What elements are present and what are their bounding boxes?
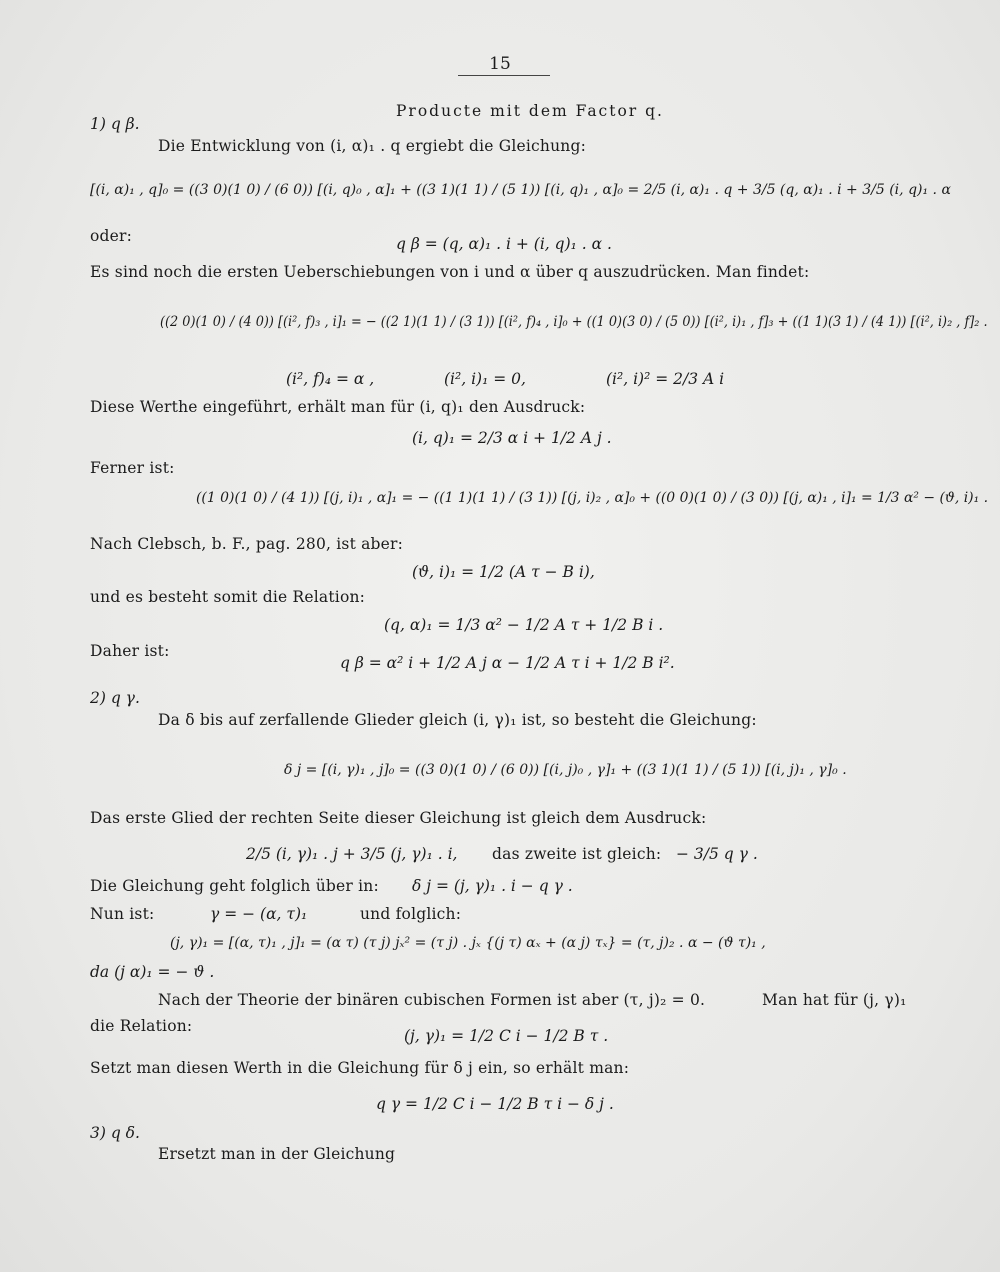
text-line: Das erste Glied der rechten Seite dieser Gleichung ist gleich dem Ausdruck: xyxy=(90,809,707,827)
text-line: Nach der Theorie der binären cubischen Formen ist aber (τ, j)₂ = 0. xyxy=(158,991,706,1009)
item-number-1: 1) q β. xyxy=(90,115,140,133)
equation: 2/5 (i, γ)₁ . j + 3/5 (j, γ)₁ . i, xyxy=(246,845,458,863)
equation: (i², i)² = 2/3 A i xyxy=(606,370,725,388)
text-line: Diese Werthe eingeführt, erhält man für (i, q)₁ den Ausdruck: xyxy=(90,398,586,416)
equation: δ j = [(i, γ)₁ , j]₀ = ((3 0)(1 0) / (6 0)) [(i, j)₀ , γ]₁ + ((3 1)(1 1) / (5 1)) [(i, j)₁ , γ]₀ . xyxy=(284,762,847,778)
text-line: Man hat für (j, γ)₁ xyxy=(762,991,907,1009)
equation: − 3/5 q γ . xyxy=(676,845,758,863)
text-line: Ersetzt man in der Gleichung xyxy=(158,1145,396,1163)
header-rule xyxy=(458,75,550,76)
text-line: Da δ bis auf zerfallende Glieder gleich (i, γ)₁ ist, so besteht die Gleichung: xyxy=(158,711,757,729)
text-line: Ferner ist: xyxy=(90,459,175,477)
equation: (j, γ)₁ = 1/2 C i − 1/2 B τ . xyxy=(404,1027,609,1045)
text-line: das zweite ist gleich: xyxy=(492,845,662,863)
item-number-3: 3) q δ. xyxy=(90,1124,140,1142)
text-line: und folglich: xyxy=(360,905,462,923)
text-line: Die Entwicklung von (i, α)₁ . q ergiebt die Gleichung: xyxy=(158,137,587,155)
equation: (i, q)₁ = 2/3 α i + 1/2 A j . xyxy=(412,429,612,447)
text-line: Es sind noch die ersten Ueberschiebungen von i und α über q auszudrücken. Man findet: xyxy=(90,263,810,281)
text-line: Nun ist: xyxy=(90,905,155,923)
equation: (i², i)₁ = 0, xyxy=(444,370,526,388)
item-number-2: 2) q γ. xyxy=(90,689,140,707)
text-line: Nach Clebsch, b. F., pag. 280, ist aber: xyxy=(90,535,404,553)
text-line: Die Gleichung geht folglich über in: xyxy=(90,877,379,895)
equation: (ϑ, i)₁ = 1/2 (A τ − B i), xyxy=(412,563,595,581)
equation: ((1 0)(1 0) / (4 1)) [(j, i)₁ , α]₁ = − ((1 1)(1 1) / (3 1)) [(j, i)₂ , α]₀ + ((0 0)(1 0) / (3 0)) [(j, α)₁ , i]₁ = 1/3 α² − (ϑ, i)₁ . xyxy=(196,490,989,506)
equation: (i², f)₄ = α , xyxy=(286,370,375,388)
page-number: 15 xyxy=(489,54,511,74)
equation: q γ = 1/2 C i − 1/2 B τ i − δ j . xyxy=(376,1095,614,1113)
equation: q β = α² i + 1/2 A j α − 1/2 A τ i + 1/2 B i². xyxy=(340,654,675,672)
equation: δ j = (j, γ)₁ . i − q γ . xyxy=(412,877,573,895)
text-line: die Relation: xyxy=(90,1017,193,1035)
equation: γ = − (α, τ)₁ xyxy=(210,905,308,923)
equation: da (j α)₁ = − ϑ . xyxy=(90,963,215,981)
equation: (q, α)₁ = 1/3 α² − 1/2 A τ + 1/2 B i . xyxy=(384,616,664,634)
text-line: Daher ist: xyxy=(90,642,170,660)
equation: q β = (q, α)₁ . i + (i, q)₁ . α . xyxy=(396,235,612,253)
text-line: Setzt man diesen Werth in die Gleichung für δ j ein, so erhält man: xyxy=(90,1059,630,1077)
equation: (j, γ)₁ = [(α, τ)₁ , j]₁ = (α τ) (τ j) jₓ² = (τ j) . jₓ {(j τ) αₓ + (α j) τₓ} = (τ, j)₂ . α − (ϑ τ)₁ , xyxy=(170,935,766,951)
section-heading: Producte mit dem Factor q. xyxy=(396,102,664,120)
equation: [(i, α)₁ , q]₀ = ((3 0)(1 0) / (6 0)) [(i, q)₀ , α]₁ + ((3 1)(1 1) / (5 1)) [(i, q)₁ , α]₀ = 2/5 (i, α)₁ . q + 3/5 (q, α)₁ . i + 3/5 (i, q)₁ . α xyxy=(90,182,951,198)
text-line: oder: xyxy=(90,227,133,245)
equation: ((2 0)(1 0) / (4 0)) [(i², f)₃ , i]₁ = − ((2 1)(1 1) / (3 1)) [(i², f)₄ , i]₀ + ((1 0)(3 0) / (5 0)) [(i², i)₁ , f]₃ + ((1 1)(3 1) / (4 1)) [(i², i)₂ , f]₂ . xyxy=(160,314,988,330)
text-line: und es besteht somit die Relation: xyxy=(90,588,366,606)
